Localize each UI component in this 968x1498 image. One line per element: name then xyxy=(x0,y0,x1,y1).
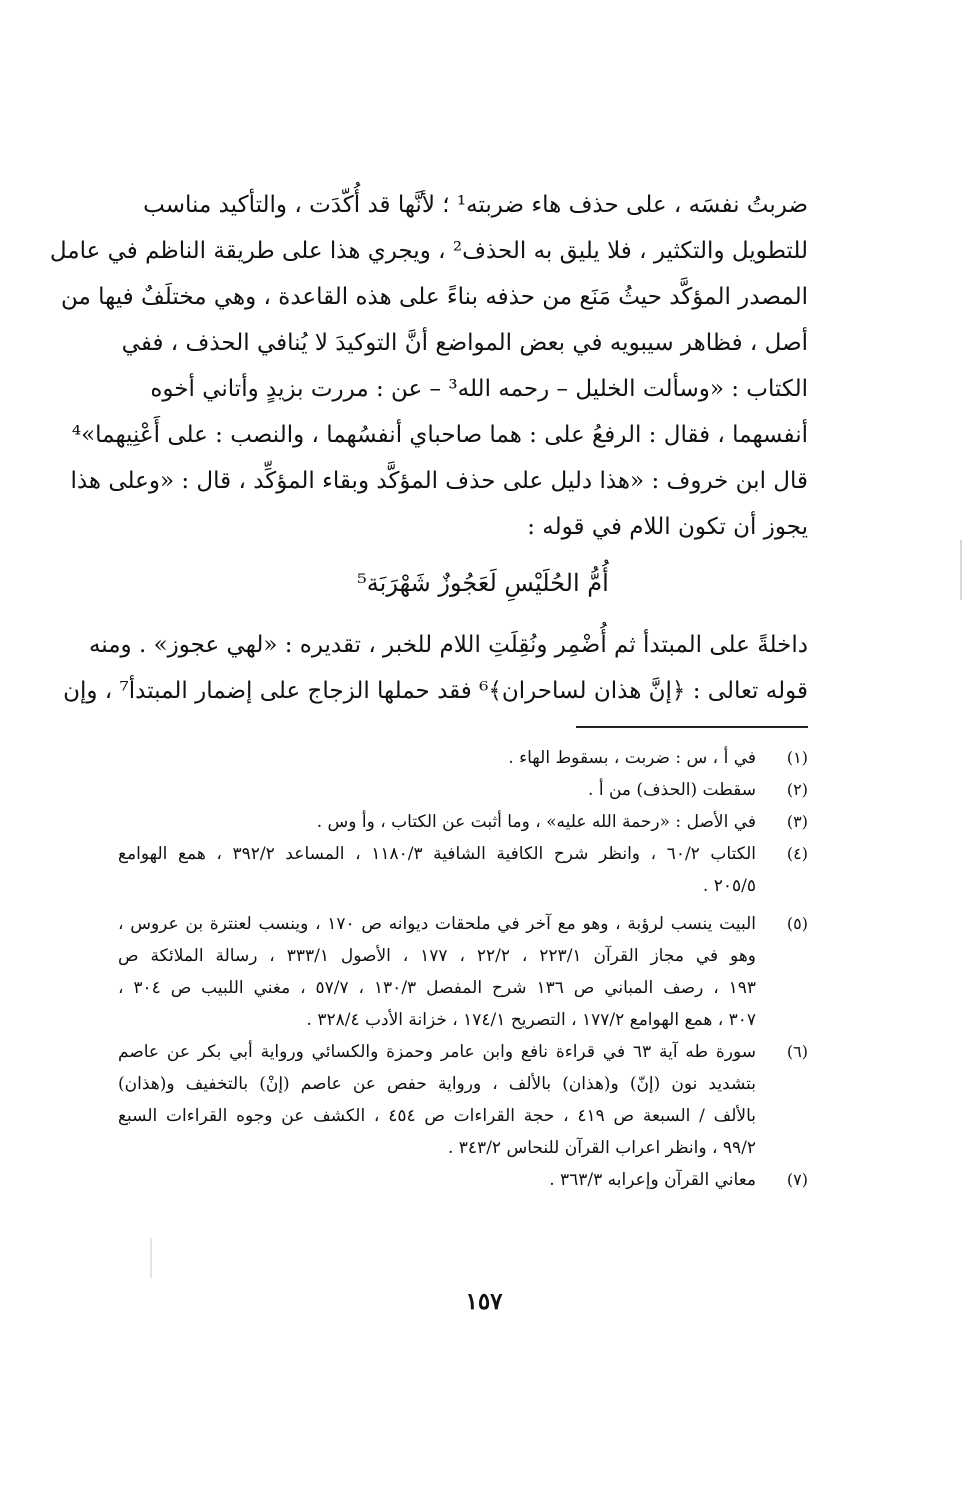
footnote-line: البيت ينسب لرؤبة ، وهو مع آخر في ملحقات ديوانه ص ١٧٠ ، وينسب لعنترة بن عروس ، xyxy=(118,914,756,934)
footnote-line: الكتاب ٦٠/٢ ، وانظر شرح الكافية الشافية ١١٨٠/٣ ، المساعد ٣٩٢/٢ ، همع الهوامع xyxy=(118,844,757,864)
footnote xyxy=(118,1164,808,1196)
text-line: قوله تعالى : ﴿إنَّ هذان لساحران﴾⁶ فقد حملها الزجاج على إضمار المبتدأ⁷ ، وإن xyxy=(63,678,808,704)
footnote-line: ١٩٣ ، رصف المباني ص ١٣٦ شرح المفصل ١٣٠/٣ ، ٥٧/٧ ، مغني اللبيب ص ٣٠٤ ، xyxy=(118,978,757,998)
footnote xyxy=(118,908,808,1036)
footnote xyxy=(118,742,808,774)
text-line: للتطويل والتكثير ، فلا يليق به الحذف² ، ويجري هذا على طريقة الناظم في عامل xyxy=(49,238,808,264)
text-line: أنفسهما ، فقال : الرفعُ على : هما صاحباي أنفسُهما ، والنصب : على أَعْنِيهما»⁴ xyxy=(71,422,808,448)
footnote-number: (٢) xyxy=(786,780,808,799)
scan-edge-mark xyxy=(960,540,962,600)
text-line: المصدر المؤكَّد حيثُ مَنَع من حذفه بناءً على هذه القاعدة ، وهي مختلَفٌ فيها من xyxy=(60,284,808,310)
scan-edge-mark xyxy=(150,1238,152,1278)
text-line: الكتاب : «وسألت الخليل – رحمه الله³ – عن : مررت بزيدٍ وأتاني أخوه xyxy=(150,376,808,402)
footnote-line: سورة طه آية ٦٣ في قراءة نافع وابن عامر وحمزة والكسائي ورواية أبي بكر عن عاصم xyxy=(118,1042,756,1062)
text-line: أصل ، فظاهر سيبويه في بعض المواضع أنَّ التوكيدَ لا يُنافي الحذف ، ففي xyxy=(121,330,808,356)
footnote-number: (٣) xyxy=(786,812,808,831)
footnote-number: (٧) xyxy=(786,1170,808,1189)
footnote-line: سقطت (الحذف) من أ . xyxy=(588,780,756,800)
footnote-line: ٣٠٧ ، همع الهوامع ١٧٧/٢ ، التصريح ١٧٤/١ ، خزانة الأدب ٣٢٨/٤ . xyxy=(306,1010,756,1030)
footnote-number: (٦) xyxy=(786,1042,808,1061)
footnote-number: (١) xyxy=(786,748,808,767)
footnote-line: وهو في مجاز القرآن ٢٢٣/١ ، ٢٢/٢ ، ١٧٧ ، الأصول ٣٣٣/١ ، رسالة الملائكة ص xyxy=(118,946,756,966)
text-line: داخلةً على المبتدأ ثم أُضْمِر ونُقِلَتِ اللام للخبر ، تقديره : «لهي عجوز» . ومنه xyxy=(88,632,808,658)
footnote xyxy=(118,838,808,902)
footnote-line: بالألف / السبعة ص ٤١٩ ، حجة القراءات ص ٤٥٤ ، الكشف عن وجوه القراءات السبع xyxy=(118,1106,757,1126)
page-number: ١٥٧ xyxy=(465,1288,503,1315)
footnote-separator xyxy=(576,726,808,728)
footnote-line: معاني القرآن وإعرابه ٣٦٣/٣ . xyxy=(549,1170,756,1190)
footnote-line: في أ ، س : ضربت ، بسقوط الهاء . xyxy=(508,748,756,768)
footnote-line: في الأصل : «رحمة الله عليه» ، وما أثبت عن الكتاب ، وأ وس . xyxy=(316,812,756,832)
footnote xyxy=(118,806,808,838)
footnote-number: (٥) xyxy=(786,914,808,933)
text-line: يجوز أن تكون اللام في قوله : xyxy=(527,514,808,540)
poetry-verse: أُمُّ الحُلَيْسِ لَعَجُوزٌ شَهْرَبَة⁵ xyxy=(357,569,609,597)
footnote xyxy=(118,774,808,806)
main-text xyxy=(49,182,808,714)
text-line: ضربتُ نفسَه ، على حذف هاء ضربته¹ ؛ لأنَّها قد أُكّدَت ، والتأكيد مناسب xyxy=(143,192,808,218)
footnote-line: ٢٠٥/٥ . xyxy=(702,876,756,896)
footnote-number: (٤) xyxy=(786,844,808,863)
footnotes xyxy=(118,742,808,1196)
footnote xyxy=(118,1036,808,1164)
footnote-line: ٩٩/٢ ، وانظر اعراب القرآن للنحاس ٣٤٣/٢ . xyxy=(447,1138,756,1158)
footnote-line: بتشديد نون (إنّ) و(هذان) بالألف ، ورواية حفص عن عاصم (إنْ) بالتخفيف و(هذان) xyxy=(118,1074,756,1094)
text-line: قال ابن خروف : «هذا دليل على حذف المؤكَّد وبقاء المؤكِّد ، قال : «وعلى هذا xyxy=(70,468,808,494)
